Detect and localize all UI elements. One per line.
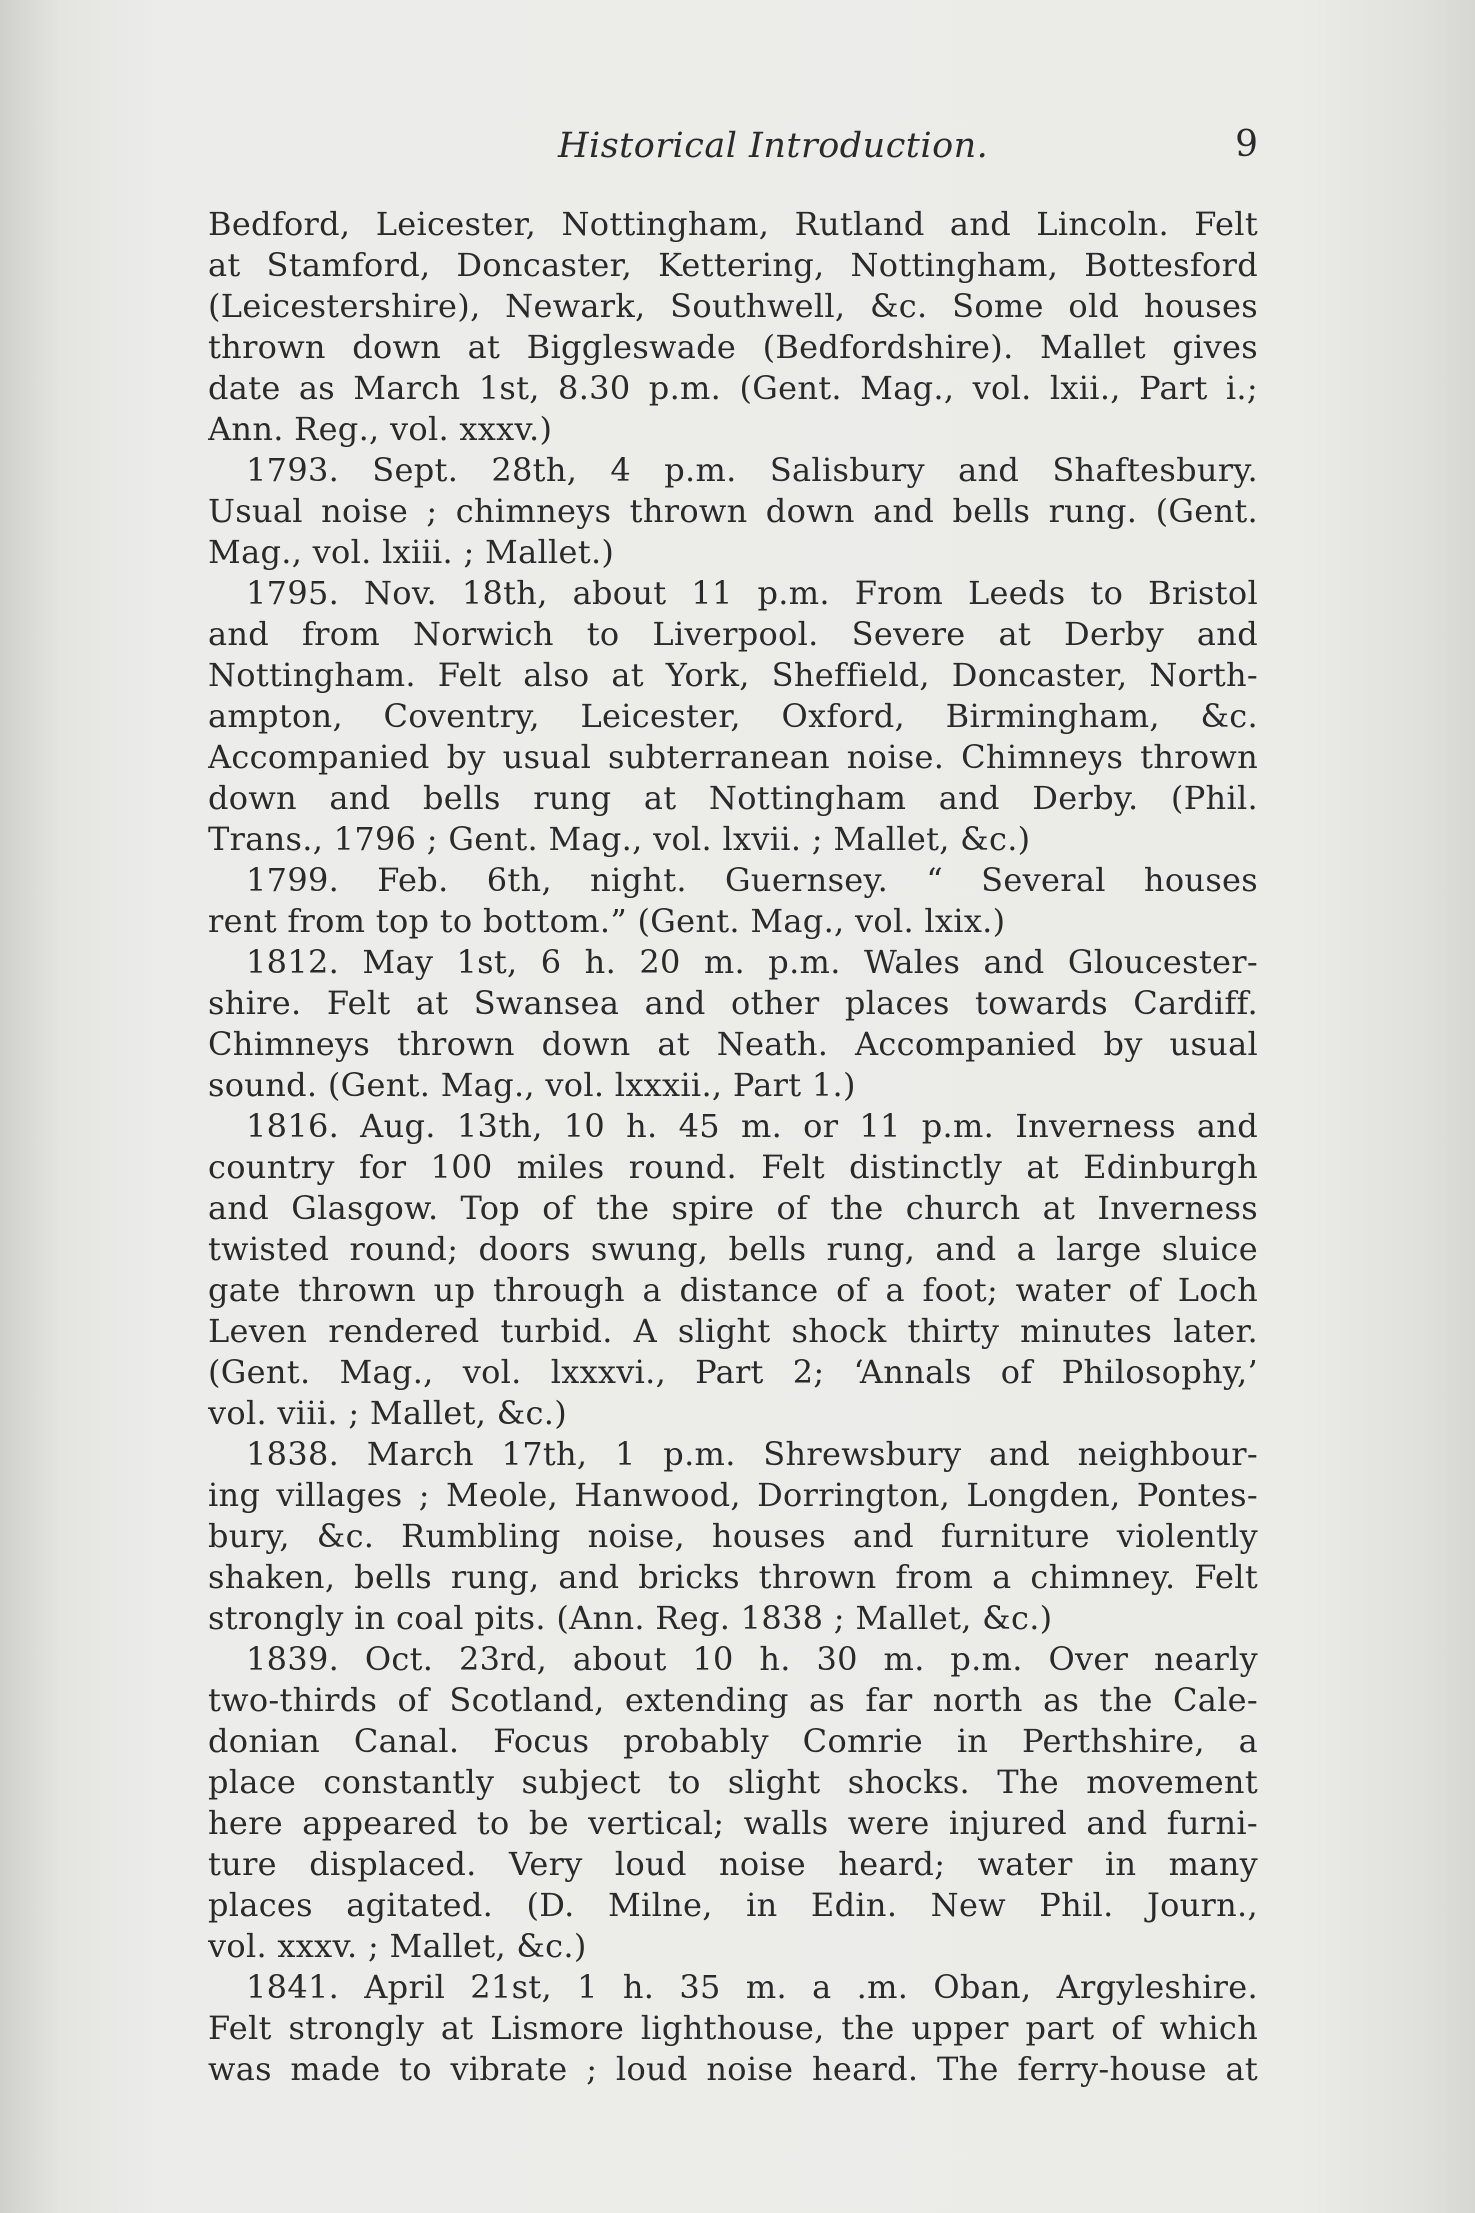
- text-line: Ann. Reg., vol. xxxv.): [208, 410, 553, 448]
- text-line: thrown down at Biggleswade (Bedfordshire). Mallet gives: [208, 328, 1258, 366]
- text-line: Bedford, Leicester, Nottingham, Rutland and Lincoln. Felt: [208, 205, 1258, 243]
- body-text: [208, 204, 1258, 2090]
- text-line: places agitated. (D. Milne, in Edin. New Phil. Journ.,: [208, 1886, 1258, 1924]
- text-line: was made to vibrate ; loud noise heard. The ferry-house at: [208, 2050, 1258, 2088]
- text-line: Accompanied by usual subterranean noise. Chimneys thrown: [208, 738, 1258, 776]
- text-line: at Stamford, Doncaster, Kettering, Nottingham, Bottesford: [208, 246, 1258, 284]
- text-line: vol. xxxv. ; Mallet, &c.): [208, 1927, 587, 1965]
- text-line: Felt strongly at Lismore lighthouse, the upper part of which: [208, 2009, 1258, 2047]
- text-line: Chimneys thrown down at Neath. Accompanied by usual: [208, 1025, 1258, 1063]
- text-line: ampton, Coventry, Leicester, Oxford, Birmingham, &c.: [208, 697, 1258, 735]
- text-line: strongly in coal pits. (Ann. Reg. 1838 ; Mallet, &c.): [208, 1599, 1053, 1637]
- text-line: shire. Felt at Swansea and other places towards Cardiff.: [208, 984, 1258, 1022]
- text-line: ture displaced. Very loud noise heard; water in many: [208, 1845, 1258, 1883]
- entry-1793: 1793. Sept. 28th, 4 p.m. Salisbury and Shaftesbury.: [246, 451, 1258, 489]
- entry-1841: 1841. April 21st, 1 h. 35 m. a .m. Oban, Argyleshire.: [246, 1968, 1258, 2006]
- text-line: (Gent. Mag., vol. lxxxvi., Part 2; ‘Annals of Philosophy,’: [208, 1353, 1258, 1391]
- text-line: here appeared to be vertical; walls were injured and furni-: [208, 1804, 1258, 1842]
- running-head: Historical Introduction.: [558, 126, 989, 166]
- text-line: twisted round; doors swung, bells rung, and a large sluice: [208, 1230, 1258, 1268]
- entry-1838: 1838. March 17th, 1 p.m. Shrewsbury and neighbour-: [246, 1435, 1258, 1473]
- text-line: bury, &c. Rumbling noise, houses and furniture violently: [208, 1517, 1258, 1555]
- text-line: vol. viii. ; Mallet, &c.): [208, 1394, 568, 1432]
- entry-1799: 1799. Feb. 6th, night. Guernsey. “ Several houses: [246, 861, 1258, 899]
- text-line: down and bells rung at Nottingham and Derby. (Phil.: [208, 779, 1258, 817]
- text-line: Trans., 1796 ; Gent. Mag., vol. lxvii. ; Mallet, &c.): [208, 820, 1031, 858]
- page-header: [208, 118, 1258, 178]
- entry-1812: 1812. May 1st, 6 h. 20 m. p.m. Wales and Gloucester-: [246, 943, 1258, 981]
- entry-1795: 1795. Nov. 18th, about 11 p.m. From Leeds to Bristol: [246, 574, 1258, 612]
- text-line: (Leicestershire), Newark, Southwell, &c. Some old houses: [208, 287, 1258, 325]
- text-line: date as March 1st, 8.30 p.m. (Gent. Mag., vol. lxii., Part i.;: [208, 369, 1258, 407]
- text-line: Usual noise ; chimneys thrown down and bells rung. (Gent.: [208, 492, 1258, 530]
- entry-1816: 1816. Aug. 13th, 10 h. 45 m. or 11 p.m. Inverness and: [246, 1107, 1258, 1145]
- text-line: shaken, bells rung, and bricks thrown from a chimney. Felt: [208, 1558, 1258, 1596]
- text-line: Mag., vol. lxiii. ; Mallet.): [208, 533, 615, 571]
- text-line: and Glasgow. Top of the spire of the church at Inverness: [208, 1189, 1258, 1227]
- text-line: ing villages ; Meole, Hanwood, Dorrington, Longden, Pontes-: [208, 1476, 1258, 1514]
- page-number: 9: [1235, 124, 1258, 165]
- entry-1839: 1839. Oct. 23rd, about 10 h. 30 m. p.m. Over nearly: [246, 1640, 1258, 1678]
- text-line: sound. (Gent. Mag., vol. lxxxii., Part 1.): [208, 1066, 856, 1104]
- text-line: two-thirds of Scotland, extending as far north as the Cale-: [208, 1681, 1258, 1719]
- text-line: Leven rendered turbid. A slight shock thirty minutes later.: [208, 1312, 1258, 1350]
- text-line: and from Norwich to Liverpool. Severe at Derby and: [208, 615, 1258, 653]
- text-line: country for 100 miles round. Felt distinctly at Edinburgh: [208, 1148, 1258, 1186]
- text-line: rent from top to bottom.” (Gent. Mag., vol. lxix.): [208, 902, 1006, 940]
- text-line: gate thrown up through a distance of a foot; water of Loch: [208, 1271, 1258, 1309]
- text-line: place constantly subject to slight shocks. The movement: [208, 1763, 1258, 1801]
- text-line: donian Canal. Focus probably Comrie in Perthshire, a: [208, 1722, 1258, 1760]
- text-line: Nottingham. Felt also at York, Sheffield, Doncaster, North-: [208, 656, 1258, 694]
